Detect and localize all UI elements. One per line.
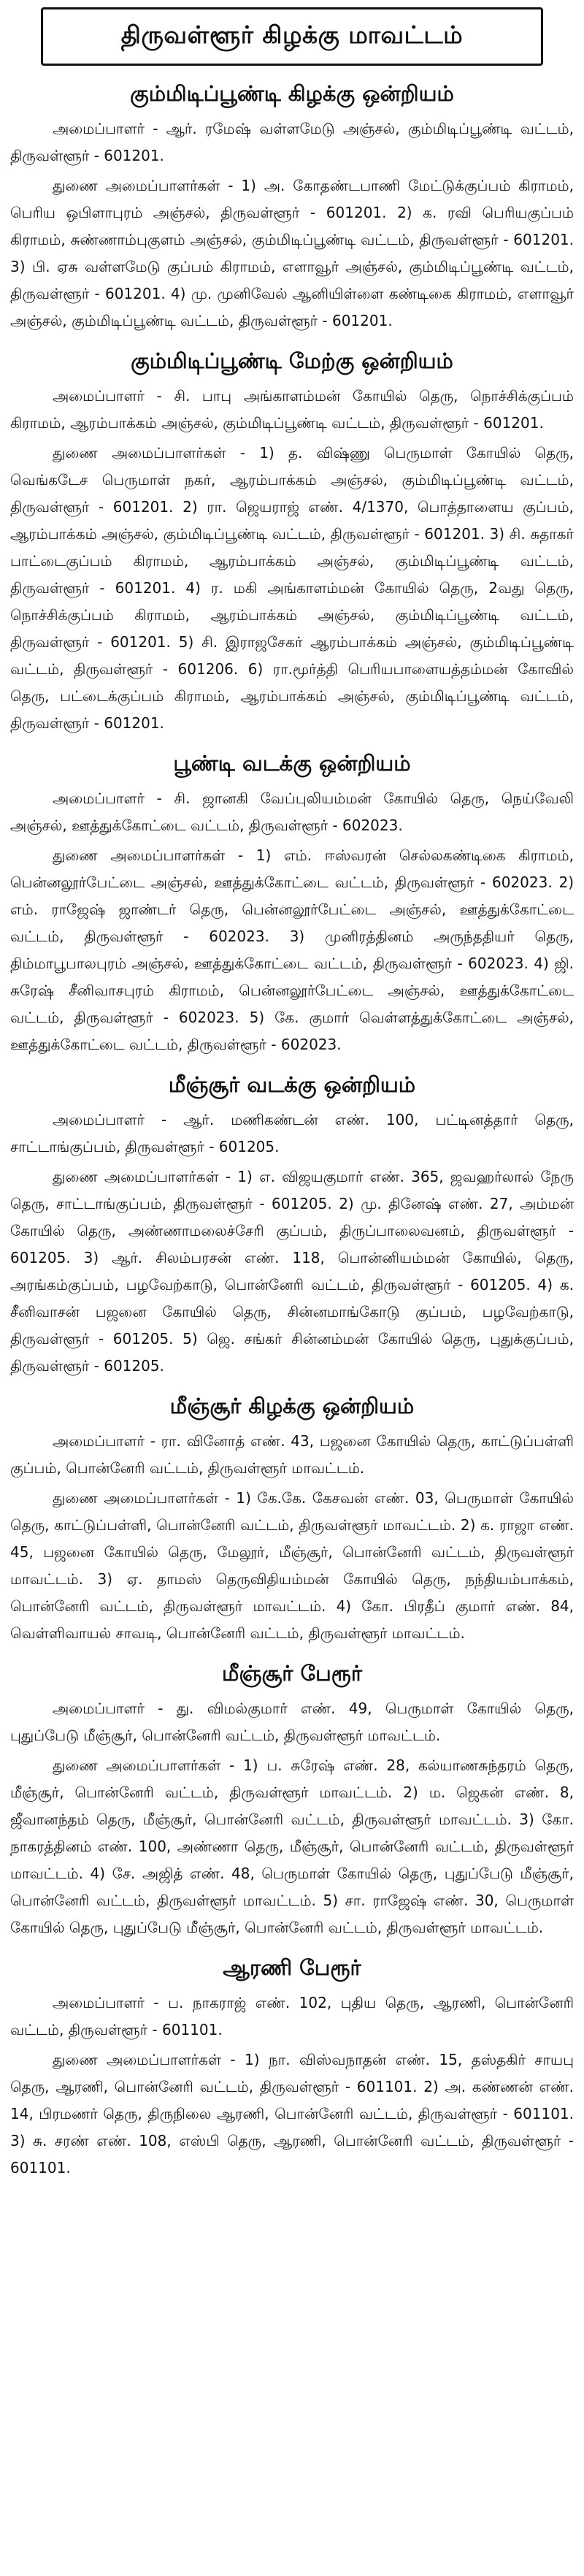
district-title-box: [41, 7, 543, 66]
town-section: [10, 1953, 574, 2182]
organizer-paragraph: அமைப்பாளர் - து. விமல்குமார் எண். 49, பெருமாள் கோயில் தெரு, புதுப்பேடு மீஞ்சூர், பொன்னேரி வட்டம், திருவள்ளூர் மாவட்டம்.: [10, 1700, 574, 1744]
deputies-paragraph: துணை அமைப்பாளர்கள் - 1) நா. விஸ்வநாதன் எண். 15, தஸ்தகிர் சாயபு தெரு, ஆரணி, பொன்னேரி வட்டம், திருவள்ளூர் - 601101. 2) அ. கண்ணன் எண். 14, பிரமணர் தெரு, திருநிலை ஆரணி, பொன்னேரி வட்டம், திருவள்ளூர் - 601101. 3) சு. சரண் எண். 108, எஸ்பி தெரு, ஆரணி, பொன்னேரி வட்டம், திருவள்ளூர் - 601101.: [10, 2051, 574, 2176]
union-heading: மீஞ்சூர் கிழக்கு ஒன்றியம்: [169, 1394, 415, 1418]
organizer-paragraph: அமைப்பாளர் - ரா. வினோத் எண். 43, பஜனை கோயில் தெரு, காட்டுப்பள்ளி குப்பம், பொன்னேரி வட்டம், திருவள்ளூர் மாவட்டம்.: [10, 1432, 574, 1477]
organizer-paragraph: அமைப்பாளர் - சி. பாபு அங்காளம்மன் கோயில் தெரு, நொச்சிக்குப்பம் கிராமம், ஆரம்பாக்கம் அஞ்சல், கும்மிடிப்பூண்டி வட்டம், திருவள்ளூர் - 601201.: [10, 387, 574, 432]
deputies-paragraph: துணை அமைப்பாளர்கள் - 1) எ. விஜயகுமார் எண். 365, ஜவஹர்லால் நேரு தெரு, சாட்டாங்குப்பம், திருவள்ளூர் - 601205. 2) மு. தினேஷ் எண். 27, அம்மன் கோயில் தெரு, அண்ணாமலைச்சேரி குப்பம், திருப்பாலைவனம், திருவள்ளூர் - 601205. 3) ஆர். சிலம்பரசன் எண். 118, பொன்னியம்மன் கோயில், தெரு, அரங்கம்குப்பம், பழவேற்காடு, பொன்னேரி வட்டம், திருவள்ளூர் - 601205. 4) க. சீனிவாசன் பஜனை கோயில் தெரு, சின்னமாங்கோடு குப்பம், பழவேற்காடு, திருவள்ளூர் - 601205. 5) ஜெ. சங்கர் சின்னம்மன் கோயில் தெரு, புதுக்குப்பம், திருவள்ளூர் - 601205.: [10, 1168, 574, 1375]
union-heading: கும்மிடிப்பூண்டி கிழக்கு ஒன்றியம்: [130, 81, 454, 106]
deputies-paragraph: துணை அமைப்பாளர்கள் - 1) அ. கோதண்டபாணி மேட்டுக்குப்பம் கிராமம், பெரிய ஒபிளாபுரம் அஞ்சல், திருவள்ளூர் - 601201. 2) க. ரவி பெரியகுப்பம் கிராமம், சுண்ணாம்புகுளம் அஞ்சல், கும்மிடிப்பூண்டி வட்டம், திருவள்ளூர் - 601201. 3) பி. ஏசு வள்ளமேடு குப்பம் கிராமம், எளாவூர் அஞ்சல், கும்மிடிப்பூண்டி வட்டம், திருவள்ளூர் - 601201. 4) மு. முனிவேல் ஆனியிள்ளை கண்டிகை கிராமம், எளாவூர் அஞ்சல், கும்மிடிப்பூண்டி வட்டம், திருவள்ளூர் - 601201.: [10, 177, 574, 329]
document-page: [10, 7, 574, 2193]
organizer-paragraph: அமைப்பாளர் - ஆர். ரமேஷ் வள்ளமேடு அஞ்சல், கும்மிடிப்பூண்டி வட்டம், திருவள்ளூர் - 601201.: [10, 120, 574, 164]
union-section: [10, 1391, 574, 1647]
district-title: திருவள்ளூர் கிழக்கு மாவட்டம்: [120, 20, 464, 49]
deputies-paragraph: துணை அமைப்பாளர்கள் - 1) கே.கே. கேசவன் எண். 03, பெருமாள் கோயில் தெரு, காட்டுப்பள்ளி, பொன்னேரி வட்டம், திருவள்ளூர் மாவட்டம். 2) க. ராஜா எண். 45, பஜனை கோயில் தெரு, மேலூர், மீஞ்சூர், பொன்னேரி வட்டம், திருவள்ளூர் மாவட்டம். 3) ஏ. தாமஸ் தெருவிதியம்மன் கோயில் தெரு, நந்தியம்பாக்கம், பொன்னேரி வட்டம், திருவள்ளூர் மாவட்டம். 4) கோ. பிரதீப் குமார் எண். 84, வெள்ளிவாயல் சாவடி, பொன்னேரி வட்டம், திருவள்ளூர் மாவட்டம்.: [10, 1489, 574, 1642]
union-section: [10, 1070, 574, 1380]
union-section: [10, 749, 574, 1058]
deputies-paragraph: துணை அமைப்பாளர்கள் - 1) த. விஷ்ணு பெருமாள் கோயில் தெரு, வெங்கடேச பெருமாள் நகர், ஆரம்பாக்கம் அஞ்சல், கும்மிடிப்பூண்டி வட்டம், திருவள்ளூர் - 601201. 2) ரா. ஜெயராஜ் எண். 4/1370, பொத்தாளைய குப்பம், ஆரம்பாக்கம் அஞ்சல், கும்மிடிப்பூண்டி வட்டம், திருவள்ளூர் - 601201. 3) சி. சுதாகர் பாட்டைகுப்பம் கிராமம், ஆரம்பாக்கம் அஞ்சல், கும்மிடிப்பூண்டி வட்டம், திருவள்ளூர் - 601201. 4) ர. மகி அங்காளம்மன் கோயில் தெரு, 2வது தெரு, நொச்சிக்குப்பம் கிராமம், ஆரம்பாக்கம் அஞ்சல், கும்மிடிப்பூண்டி வட்டம், திருவள்ளூர் - 601201. 5) சி. இராஜசேகர் ஆரம்பாக்கம் அஞ்சல், கும்மிடிப்பூண்டி வட்டம், திருவள்ளூர் - 601206. 6) ரா.மூர்த்தி பெரியபாளையத்தம்மன் கோவில் தெரு, பட்டைக்குப்பம் கிராமம், ஆரம்பாக்கம் அஞ்சல், கும்மிடிப்பூண்டி வட்டம், திருவள்ளூர் - 601201.: [10, 444, 575, 732]
town-section: [10, 1659, 574, 1941]
deputies-paragraph: துணை அமைப்பாளர்கள் - 1) ப. சுரேஷ் எண். 28, கல்யாணசுந்தரம் தெரு, மீஞ்சூர், பொன்னேரி வட்டம், திருவள்ளூர் மாவட்டம். 2) ம. ஜெகன் எண். 8, ஜீவானந்தம் தெரு, மீஞ்சூர், பொன்னேரி வட்டம், திருவள்ளூர் மாவட்டம். 3) கோ. நாகரத்தினம் எண். 100, அண்ணா தெரு, மீஞ்சூர், பொன்னேரி வட்டம், திருவள்ளூர் மாவட்டம். 4) சே. அஜித் எண். 48, பெருமாள் கோயில் தெரு, புதுப்பேடு மீஞ்சூர், பொன்னேரி வட்டம், திருவள்ளூர் மாவட்டம். 5) சா. ராஜேஷ் எண். 30, பெருமாள் கோயில் தெரு, புதுப்பேடு மீஞ்சூர், பொன்னேரி வட்டம், திருவள்ளூர் மாவட்டம்.: [10, 1757, 574, 1936]
town-heading: ஆரணி பேரூர்: [223, 1955, 361, 1980]
union-heading: கும்மிடிப்பூண்டி மேற்கு ஒன்றியம்: [131, 348, 453, 373]
deputies-paragraph: துணை அமைப்பாளர்கள் - 1) எம். ஈஸ்வரன் செல்லகண்டிகை கிராமம், பென்னலூர்பேட்டை அஞ்சல், ஊத்துக்கோட்டை வட்டம், திருவள்ளூர் - 602023. 2) எம். ராஜேஷ் ஜாண்டர் தெரு, பென்னலூர்பேட்டை அஞ்சல், ஊத்துக்கோட்டை வட்டம், திருவள்ளூர் - 602023. 3) முனிரத்தினம் அருந்ததியர் தெரு, திம்மாபூபாலபுரம் அஞ்சல், ஊத்துக்கோட்டை வட்டம், திருவள்ளூர் - 602023. 4) ஜி. சுரேஷ் சீனிவாசபுரம் கிராமம், பென்னலூர்பேட்டை அஞ்சல், ஊத்துக்கோட்டை வட்டம், திருவள்ளூர் - 602023. 5) கே. குமார் வெள்ளத்துக்கோட்டை அஞ்சல், ஊத்துக்கோட்டை வட்டம், திருவள்ளூர் - 602023.: [10, 846, 574, 1053]
union-heading: மீஞ்சூர் வடக்கு ஒன்றியம்: [168, 1072, 416, 1097]
union-section: [10, 346, 574, 737]
town-heading: மீஞ்சூர் பேரூர்: [221, 1661, 363, 1686]
organizer-paragraph: அமைப்பாளர் - ப. நாகராஜ் எண். 102, புதிய தெரு, ஆரணி, பொன்னேரி வட்டம், திருவள்ளூர் - 601101.: [10, 1994, 574, 2038]
union-section: [10, 79, 574, 335]
organizer-paragraph: அமைப்பாளர் - சி. ஜானகி வேப்புலியம்மன் கோயில் தெரு, நெய்வேலி அஞ்சல், ஊத்துக்கோட்டை வட்டம், திருவள்ளூர் - 602023.: [10, 790, 574, 834]
organizer-paragraph: அமைப்பாளர் - ஆர். மணிகண்டன் எண். 100, பட்டினத்தார் தெரு, சாட்டாங்குப்பம், திருவள்ளூர் - 601205.: [10, 1111, 574, 1155]
union-heading: பூண்டி வடக்கு ஒன்றியம்: [173, 751, 411, 776]
